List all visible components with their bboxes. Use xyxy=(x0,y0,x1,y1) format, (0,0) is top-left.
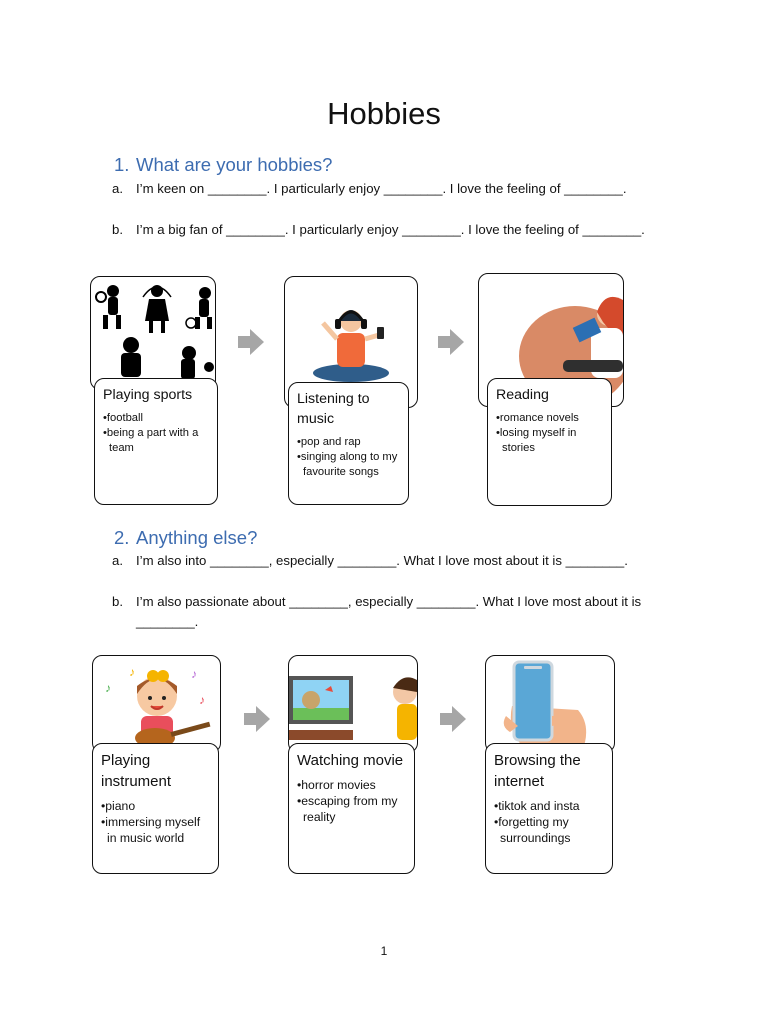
section-2-heading xyxy=(114,527,257,549)
section-1-number: 1. xyxy=(114,154,130,175)
card-title: Listening to music xyxy=(297,391,370,427)
sentence-line-b xyxy=(112,222,645,237)
arrow-right-icon xyxy=(438,329,464,355)
svg-text:♪: ♪ xyxy=(105,681,111,695)
line-marker: b. xyxy=(112,594,123,609)
sports-image xyxy=(90,276,216,390)
bullet-item: • losing myself in stories xyxy=(496,426,603,456)
tv-watching-icon xyxy=(289,656,417,752)
instrument-image xyxy=(92,655,221,753)
section-1-heading-text: What are your hobbies? xyxy=(136,154,333,175)
sentence-line-a xyxy=(112,553,628,568)
sentence-line-b-continued: ________. xyxy=(136,614,199,629)
internet-image xyxy=(485,655,615,753)
arrow-right-icon xyxy=(440,706,466,732)
line-text: I’m a big fan of ________. I particularly enjoy ________. I love the feeling of ________. xyxy=(136,222,645,237)
arrow-right-icon xyxy=(244,706,270,732)
card-title: Browsing the internet xyxy=(494,752,581,790)
line-text: I’m also passionate about ________, especially ________. What I love most about it is xyxy=(136,594,642,609)
hobby-card-music xyxy=(288,382,409,505)
sentence-line-b xyxy=(112,594,641,609)
girl-guitar-icon xyxy=(93,656,220,752)
sports-silhouettes-icon xyxy=(91,277,215,389)
line-marker: b. xyxy=(112,222,123,237)
bullet-item: • singing along to my favourite songs xyxy=(297,450,400,480)
section-2-heading-text: Anything else? xyxy=(136,527,258,548)
page-title: Hobbies xyxy=(327,96,441,131)
bullet-item: • escaping from my reality xyxy=(297,793,406,825)
hobby-card-sports xyxy=(94,378,218,505)
svg-text:♪: ♪ xyxy=(199,693,205,707)
card-title: Playing instrument xyxy=(101,752,172,790)
smartphone-hand-icon xyxy=(486,656,614,752)
page-number: 1 xyxy=(380,944,388,958)
line-text: I’m keen on ________. I particularly enjoy ________. I love the feeling of ________. xyxy=(136,181,627,196)
card-title: Watching movie xyxy=(297,752,404,769)
line-marker: a. xyxy=(112,553,123,568)
bullet-item: • horror movies xyxy=(297,777,406,793)
bullet-item: • immersing myself in music world xyxy=(101,814,210,846)
hobby-card-internet xyxy=(485,743,613,874)
section-1-heading xyxy=(114,154,332,176)
card-bullets xyxy=(494,798,604,846)
bullet-item: • forgetting my surroundings xyxy=(494,814,604,846)
line-marker: a. xyxy=(112,181,123,196)
bullet-item: • being a part with a team xyxy=(103,426,209,456)
card-bullets xyxy=(103,411,209,456)
card-bullets xyxy=(297,435,400,480)
section-2-number: 2. xyxy=(114,527,130,548)
bullet-item: • pop and rap xyxy=(297,435,400,450)
card-bullets xyxy=(496,411,603,456)
arrow-right-icon xyxy=(238,329,264,355)
card-title: Reading xyxy=(496,387,549,403)
line-text: I’m also into ________, especially ________. What I love most about it is ________. xyxy=(136,553,628,568)
hobby-card-reading xyxy=(487,378,612,506)
hobby-card-instrument xyxy=(92,743,219,874)
card-bullets xyxy=(297,777,406,825)
svg-text:♪: ♪ xyxy=(191,667,197,681)
card-title: Playing sports xyxy=(103,387,193,403)
bullet-item: • football xyxy=(103,411,209,426)
bullet-item: • piano xyxy=(101,798,210,814)
sentence-line-a xyxy=(112,181,627,196)
hobby-card-movie xyxy=(288,743,415,874)
movie-image xyxy=(288,655,418,753)
card-bullets xyxy=(101,798,210,846)
bullet-item: • romance novels xyxy=(496,411,603,426)
svg-text:♪: ♪ xyxy=(129,665,135,679)
bullet-item: • tiktok and insta xyxy=(494,798,604,814)
